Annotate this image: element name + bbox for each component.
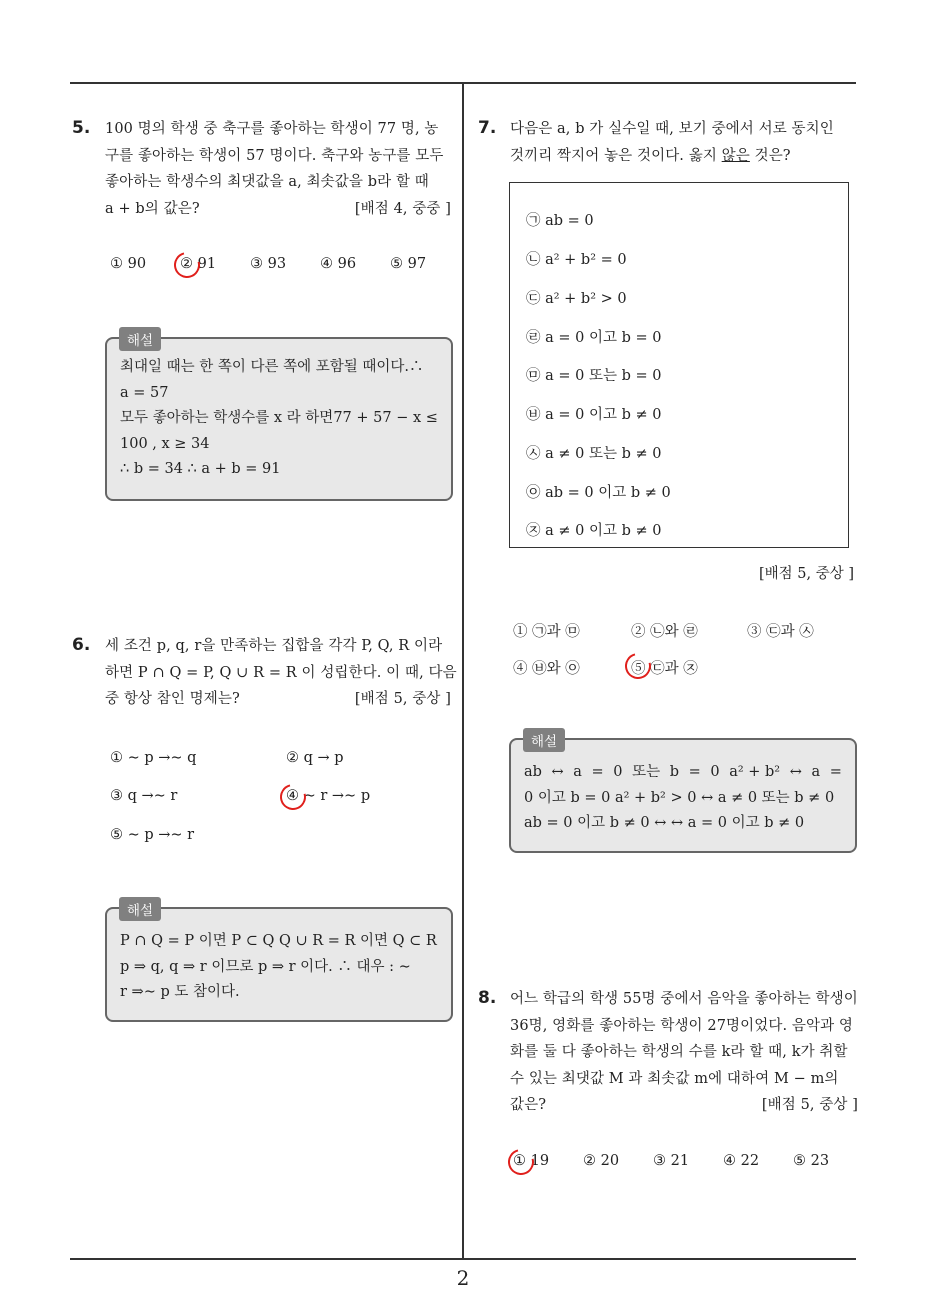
question-last-line [105,196,451,223]
choice-3[interactable]: ③ 21 [653,1153,690,1169]
column-divider [462,84,464,1258]
choice-5[interactable]: ⑤ ∼ p →∼ r [110,827,195,843]
choice-3[interactable]: ③ ㉢과 ㉦ [747,624,814,640]
solution-line: P ∩ Q = P 이면 P ⊂ Q Q ∪ R = R 이면 Q ⊂ R [120,933,437,949]
solution-line [524,760,842,786]
solution-token: a [811,764,821,780]
solution-tag: 해설 [119,327,161,351]
solution-token: a [573,764,582,780]
solution-token: a² + b² [729,764,781,780]
question-line-part: 것끼리 짝지어 놓은 것이다. 옳지 [510,147,722,164]
solution-tag: 해설 [119,897,161,921]
bogi-item: ㉡ a² + b² = 0 [526,252,627,268]
bogi-item: ㉠ ab = 0 [526,213,594,229]
bogi-item: ㉨ a ≠ 0 이고 b ≠ 0 [526,523,662,539]
choice-4[interactable]: ④ 22 [723,1153,760,1169]
solution-token: = [829,764,842,780]
question-line: 36명, 영화를 좋아하는 학생이 27명이었다. 음악과 영 [510,1017,854,1034]
solution-token: ↔ [551,764,564,780]
bogi-item: ㉣ a = 0 이고 b = 0 [526,330,662,346]
question-line: 100 명의 학생 중 축구를 좋아하는 학생이 77 명, 농 [105,121,439,137]
solution-line: 0 이고 b = 0 a² + b² > 0 ↔ a ≠ 0 또는 b ≠ 0 [524,789,835,806]
solution-line: ∴ b = 34 ∴ a + b = 91 [120,461,281,477]
solution-line: ab = 0 이고 b ≠ 0 ↔ ↔ a = 0 이고 b ≠ 0 [524,815,805,831]
question-last-line [510,1092,858,1119]
question-text [510,116,858,169]
solution-box-7 [509,734,857,853]
question-line: 수 있는 최댓값 M 과 최솟값 m에 대하여 M − m의 [510,1070,839,1087]
question-number: 8. [478,988,497,1008]
bottom-rule [70,1258,856,1260]
score-label: [배점 4, 중중 ] [354,200,451,217]
solution-token: ab [524,764,542,780]
question-line: a + b의 값은? [105,200,200,217]
choice-4[interactable]: ④ 96 [320,256,357,272]
choice-5[interactable]: ⑤ 23 [793,1153,830,1169]
solution-token: = [688,764,701,780]
underlined-word: 않은 [721,147,750,164]
question-line: 중 항상 참인 명제는? [105,691,240,707]
question-8 [478,988,858,1188]
solution-text [120,355,438,483]
question-text [105,116,451,222]
choice-2[interactable]: ② 91 [180,256,217,272]
question-line: 좋아하는 학생수의 최댓값을 a, 최솟값을 b라 할 때 [105,174,429,190]
question-line: 화를 둘 다 좋아하는 학생의 수를 k라 할 때, k가 취할 [510,1044,848,1060]
page-number: 2 [456,1266,470,1290]
choice-2[interactable]: ② q → p [286,750,344,766]
question-number: 7. [478,118,497,138]
solution-box-5 [105,333,453,501]
question-line: 값은? [510,1097,547,1113]
bogi-box [509,182,849,548]
choice-2[interactable]: ② ㉡와 ㉣ [631,624,698,640]
solution-line: 최대일 때는 한 쪽이 다른 쪽에 포함될 때이다.∴ [120,359,424,375]
choice-3[interactable]: ③ q →∼ r [110,788,178,804]
question-line: 구를 좋아하는 학생이 57 명이다. 축구와 농구를 모두 [105,147,444,164]
question-line: 어느 학급의 학생 55명 중에서 음악을 좋아하는 학생이 [510,991,858,1007]
question-line-part: 것은? [749,147,791,164]
solution-token: 0 [710,764,720,780]
bogi-item: ㉢ a² + b² > 0 [526,291,627,307]
choice-1[interactable]: ① ∼ p →∼ q [110,750,197,766]
bogi-item: ㉥ a = 0 이고 b ≠ 0 [526,407,662,423]
choice-3[interactable]: ③ 93 [250,256,287,272]
solution-token: 0 [613,764,623,780]
question-line: 다음은 a, b 가 실수일 때, 보기 중에서 서로 동치인 [510,121,834,137]
score-label: [배점 5, 중상 ] [761,1097,858,1113]
solution-line: 모두 좋아하는 학생수를 x 라 하면77 + 57 − x ≤ [120,410,438,426]
question-number: 6. [72,635,91,655]
choice-1[interactable]: ① ㉠과 ㉤ [513,624,580,640]
choice-1[interactable]: ① 90 [110,256,147,272]
solution-tag: 해설 [523,728,565,752]
question-number: 5. [72,118,91,138]
bogi-item: ㉤ a = 0 또는 b = 0 [526,368,662,384]
solution-line: p ⇒ q, q ⇒ r 이므로 p ⇒ r 이다. ∴ 대우 : ∼ [120,958,411,975]
solution-token: 또는 [632,764,661,780]
question-last-line [105,686,451,713]
question-text [105,633,457,713]
choice-1[interactable]: ① 19 [513,1153,550,1169]
question-line: 하면 P ∩ Q = P, Q ∪ R = R 이 성립한다. 이 때, 다음 [105,664,457,681]
score-label: [배점 5, 중상 ] [354,691,451,707]
solution-box-6 [105,903,453,1022]
solution-line: r ⇒∼ p 도 참이다. [120,984,240,1000]
question-line [510,143,858,170]
choice-2[interactable]: ② 20 [583,1153,620,1169]
solution-text [524,760,842,837]
solution-token: b [669,764,680,780]
choice-5[interactable]: ⑤ 97 [390,256,427,272]
bogi-item: ㉦ a ≠ 0 또는 b ≠ 0 [526,446,662,462]
bogi-item: ㉧ ab = 0 이고 b ≠ 0 [526,485,671,501]
solution-token: = [591,764,604,780]
choice-5[interactable]: ⑤ ㉢과 ㉨ [631,661,698,677]
question-line: 세 조건 p, q, r을 만족하는 집합을 각각 P, Q, R 이라 [105,638,443,654]
score-label: [배점 5, 중상 ] [758,566,854,582]
solution-token: ↔ [789,764,802,780]
solution-line: 100 , x ≥ 34 [120,435,210,452]
question-6 [72,635,457,865]
question-text [510,986,858,1119]
solution-line: a = 57 [120,384,169,401]
choice-4[interactable]: ④ ㉥와 ㉧ [513,661,580,677]
choice-4[interactable]: ④ ∼ r →∼ p [286,788,371,804]
solution-text [120,929,438,1006]
